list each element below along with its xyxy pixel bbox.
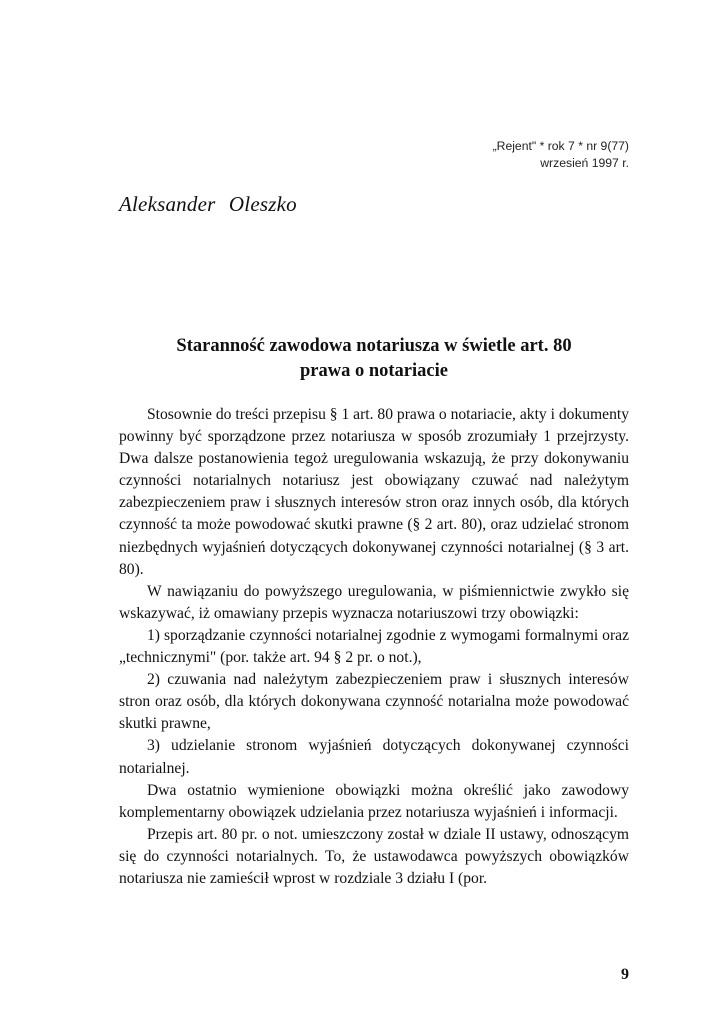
page-number: 9 — [621, 966, 629, 983]
article-title-line-2: prawa o notariacie — [300, 361, 448, 381]
article-title — [119, 334, 629, 384]
list-item-3: 3) udzielanie stronom wyjaśnień dotyczących dokonywanej czynności notarialnej. — [119, 737, 629, 777]
journal-date-line: wrzesień 1997 r. — [540, 156, 629, 170]
article-author: Aleksander Oleszko — [119, 192, 297, 216]
journal-reference — [493, 138, 629, 172]
paragraph-3: Dwa ostatnio wymienione obowiązki można określić jako zawodowy komplementarny obowiązek udzielania przez notariusza wyjaśnień i informacji. — [119, 781, 629, 821]
paragraph-4: Przepis art. 80 pr. o not. umieszczony został w dziale II ustawy, odnoszącym się do czynności notarialnych. To, że ustawodawca powyższych obowiązków notariusza nie zamieścił wprost w rozdziale 3 działu I (por. — [119, 825, 629, 887]
article-body — [119, 404, 629, 890]
list-item-2: 2) czuwania nad należytym zabezpieczeniem praw i słusznych interesów stron oraz osób, dla których dokonywana czynność notarialna może powodować skutki prawne, — [119, 671, 629, 733]
article-title-line-1: Staranność zawodowa notariusza w świetle art. 80 — [176, 336, 572, 356]
list-item-1: 1) sporządzanie czynności notarialnej zgodnie z wymogami formalnymi oraz „technicznymi" (por. także art. 94 § 2 pr. o not.), — [119, 626, 629, 667]
journal-issue-line: „Rejent" * rok 7 * nr 9(77) — [492, 139, 629, 153]
paragraph-1: Stosownie do treści przepisu § 1 art. 80 prawa o notariacie, akty i dokumenty powinny być sporządzone przez notariusza w sposób zrozumiały 1 przejrzysty. Dwa dalsze postanowienia tegoż uregulowania wskazują, że przy dokonywaniu czynności notarialnych notariusz jest obowiązany czuwać nad należytym zabezpieczeniem praw i słusznych interesów stron oraz innych osób, dla których czynność ta może powodować skutki prawne (§ 2 art. 80), oraz udzielać stronom niezbędnych wyjaśnień dotyczących dokonywanej czynności notarialnej (§ 3 art. 80). — [119, 406, 629, 578]
paragraph-2: W nawiązaniu do powyższego uregulowania, w piśmiennictwie zwykło się wskazywać, iż omawiany przepis wyznacza notariuszowi trzy obowiązki: — [119, 582, 629, 622]
